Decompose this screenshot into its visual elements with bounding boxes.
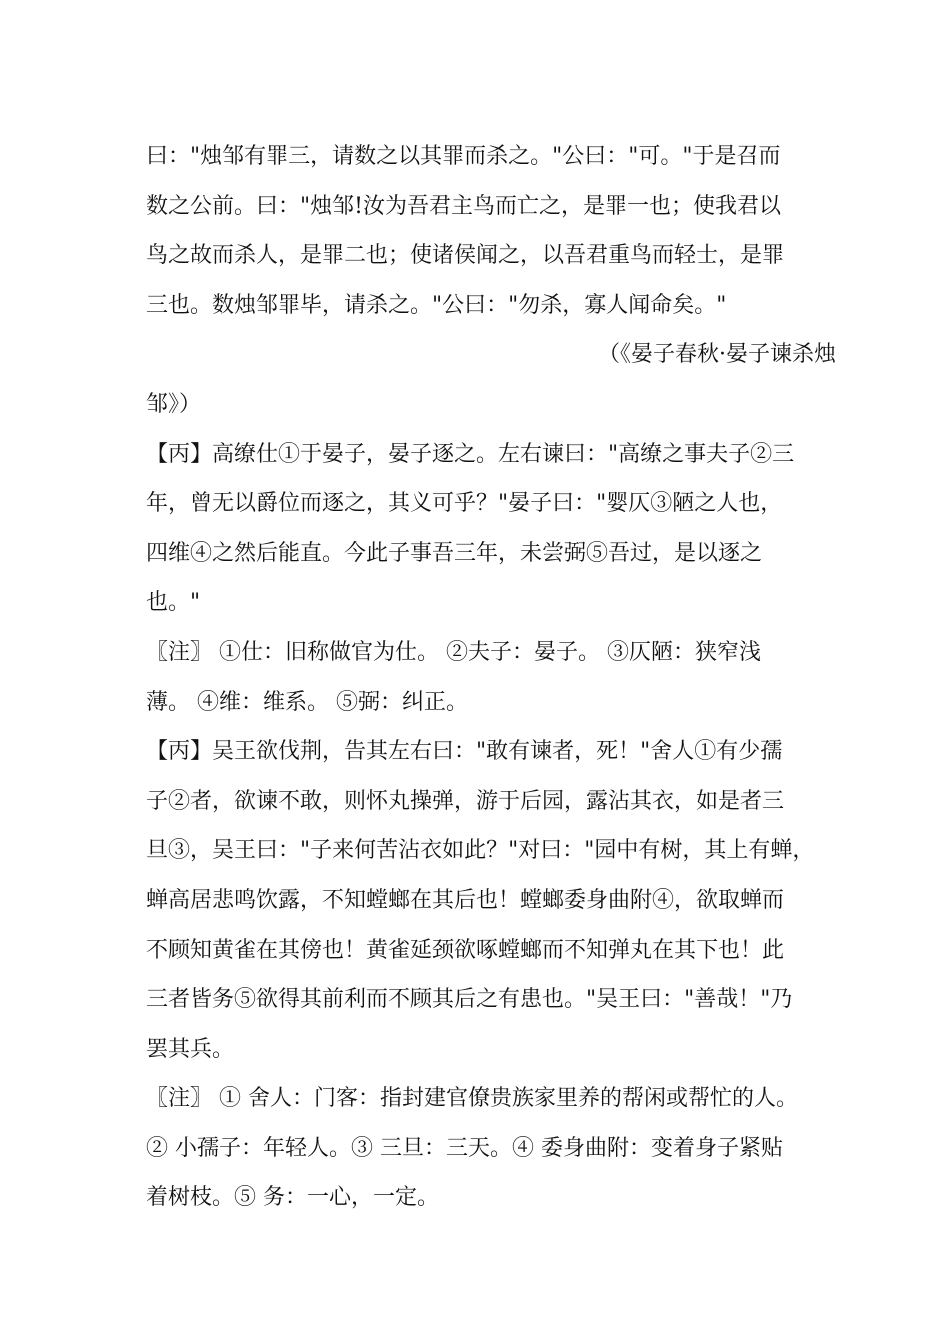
notes-1-line-1: 〖注〗 ①仕：旧称做官为仕。 ②夫子：晏子。 ③仄陋：狭窄浅 [146,639,761,665]
notes-2-line-1: 〖注〗 ① 舍人：门客：指封建官僚贵族家里养的帮闲或帮忙的人。 [146,1086,798,1112]
notes-2-line-2: ② 小孺子：年轻人。③ 三旦：三天。④ 委身曲附：变着身子紧贴 [146,1135,783,1161]
text-line-4: 三也。数烛邹罪毕，请杀之。"公曰："勿杀，寡人闻命矣。" [146,292,727,318]
source-citation-end: 邹》） [146,391,202,417]
text-line-3: 鸟之故而杀人，是罪二也；使诸侯闻之，以吾君重鸟而轻士，是罪 [146,243,785,269]
text-line-1: 曰："烛邹有罪三，请数之以其罪而杀之。"公曰："可。"于是召而 [146,144,781,169]
text-line-2: 数之公前。曰："烛邹!汝为吾君主鸟而亡之，是罪一也；使我君以 [146,193,781,219]
passage-bing-2-line-4: 蝉高居悲鸣饮露，不知螳螂在其后也！螳螂委身曲附④，欲取蝉而 [146,887,785,913]
passage-bing-1-line-2: 年，曾无以爵位而逐之，其义可乎？"晏子曰："婴仄③陋之人也， [146,491,783,517]
passage-bing-2-line-5: 不顾知黄雀在其傍也！黄雀延颈欲啄螳螂而不知弹丸在其下也！此 [146,937,785,963]
source-citation: （《晏子春秋·晏子谏杀烛 [598,342,836,368]
passage-bing-2-line-7: 罢其兵。 [146,1036,235,1062]
passage-bing-1-line-4: 也。" [146,590,201,616]
document-body [146,132,836,1223]
passage-bing-1-line-3: 四维④之然后能直。今此子事吾三年，未尝弼⑤吾过，是以逐之 [146,540,763,566]
passage-bing-2-line-3: 旦③，吴王曰："子来何苦沾衣如此？"对曰："园中有树，其上有蝉， [146,838,815,864]
notes-2-line-3: 着树枝。⑤ 务：一心，一定。 [146,1185,439,1211]
passage-bing-2-line-1: 【丙】吴王欲伐荆，告其左右曰："敢有谏者，死！"舍人①有少孺 [146,739,783,765]
passage-bing-2-line-2: 子②者，欲谏不敢，则怀丸操弹，游于后园，露沾其衣，如是者三 [146,788,785,814]
notes-1-line-2: 薄。 ④维：维系。 ⑤弼：纠正。 [146,689,468,715]
passage-bing-1-line-1: 【丙】高缭仕①于晏子，晏子逐之。左右谏曰："高缭之事夫子②三 [146,441,795,467]
passage-bing-2-line-6: 三者皆务⑤欲得其前利而不顾其后之有患也。"吴王曰："善哉！"乃 [146,987,793,1013]
